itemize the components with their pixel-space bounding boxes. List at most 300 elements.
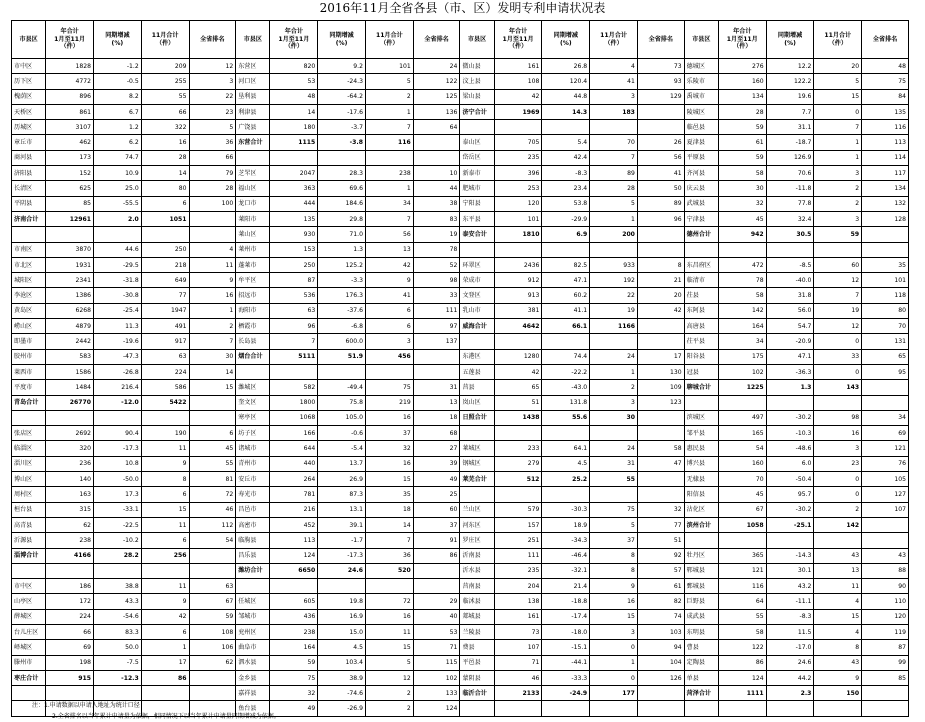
column-header-total-ytd: 年合计 1月至11月 （件）: [46, 21, 94, 59]
total-ytd-cell: [718, 533, 766, 548]
month-total-cell: 11: [365, 624, 413, 639]
rank-cell: 137: [413, 334, 460, 349]
rank-cell: 72: [189, 487, 236, 502]
county-name-cell: 莒南县: [460, 579, 494, 594]
rank-cell: 18: [413, 410, 460, 425]
total-ytd-cell: 363: [270, 181, 318, 196]
total-ytd-cell: 264: [270, 472, 318, 487]
month-total-cell: 32: [365, 441, 413, 456]
month-total-cell: 1: [590, 655, 638, 670]
county-name-cell: 长清区: [12, 181, 46, 196]
month-total-cell: 7: [814, 288, 862, 303]
table-row: [12, 227, 909, 242]
rank-cell: 60: [413, 502, 460, 517]
month-total-cell: 917: [141, 334, 189, 349]
rank-cell: 104: [637, 655, 684, 670]
total-ytd-cell: [46, 227, 94, 242]
total-ytd-cell: 175: [718, 349, 766, 364]
total-ytd-cell: 444: [270, 196, 318, 211]
total-ytd-cell: 912: [494, 273, 542, 288]
yoy-change-cell: -17.6: [318, 104, 366, 119]
yoy-change-cell: [94, 410, 142, 425]
total-ytd-cell: 820: [270, 59, 318, 74]
yoy-change-cell: 176.3: [318, 288, 366, 303]
rank-cell: 113: [862, 135, 909, 150]
total-ytd-cell: 238: [46, 533, 94, 548]
total-ytd-cell: 124: [270, 548, 318, 563]
table-row: [12, 135, 909, 150]
rank-cell: [637, 701, 684, 716]
county-name-cell: 邹城市: [236, 609, 270, 624]
rank-cell: 15: [189, 380, 236, 395]
month-total-cell: [590, 120, 638, 135]
county-name-cell: 新泰市: [460, 166, 494, 181]
column-header-yoy-change: 同期增减 (%): [542, 21, 590, 59]
yoy-change-cell: -5.4: [318, 441, 366, 456]
yoy-change-cell: 14.3: [542, 104, 590, 119]
yoy-change-cell: -50.4: [766, 472, 814, 487]
table-row: [12, 579, 909, 594]
header-row: [12, 21, 909, 59]
month-total-cell: 30: [590, 410, 638, 425]
rank-cell: 46: [189, 502, 236, 517]
total-ytd-cell: 4642: [494, 319, 542, 334]
total-ytd-cell: 536: [270, 288, 318, 303]
yoy-change-cell: -11.8: [766, 181, 814, 196]
county-name-cell: [684, 395, 718, 410]
county-name-cell: 招远市: [236, 288, 270, 303]
city-total-cell: 威海合计: [460, 319, 494, 334]
rank-cell: 48: [862, 59, 909, 74]
month-total-cell: 98: [814, 410, 862, 425]
month-total-cell: [590, 334, 638, 349]
yoy-change-cell: -12.3: [94, 670, 142, 685]
county-name-cell: 福山区: [236, 181, 270, 196]
total-ytd-cell: [718, 395, 766, 410]
rank-cell: [189, 548, 236, 563]
total-ytd-cell: 173: [46, 150, 94, 165]
county-name-cell: 高密市: [236, 517, 270, 532]
month-total-cell: 11: [141, 579, 189, 594]
month-total-cell: 6: [141, 533, 189, 548]
table-row: [12, 426, 909, 441]
month-total-cell: 5: [590, 517, 638, 532]
total-ytd-cell: 71: [494, 655, 542, 670]
table-row: [12, 211, 909, 226]
month-total-cell: 15: [365, 640, 413, 655]
total-ytd-cell: 1800: [270, 395, 318, 410]
total-ytd-cell: 48: [270, 89, 318, 104]
total-ytd-cell: 462: [46, 135, 94, 150]
month-total-cell: 59: [814, 227, 862, 242]
rank-cell: 57: [637, 563, 684, 578]
month-total-cell: 33: [814, 349, 862, 364]
yoy-change-cell: 39.1: [318, 517, 366, 532]
column-header-rank: 全省排名: [413, 21, 460, 59]
table-row: [12, 410, 909, 425]
yoy-change-cell: -8.3: [766, 609, 814, 624]
rank-cell: 97: [413, 319, 460, 334]
table-row: [12, 257, 909, 272]
total-ytd-cell: [270, 150, 318, 165]
yoy-change-cell: 2.3: [766, 686, 814, 701]
county-name-cell: 平阴县: [12, 196, 46, 211]
month-total-cell: 5: [365, 74, 413, 89]
total-ytd-cell: 12961: [46, 211, 94, 226]
county-name-cell: 陵城区: [684, 104, 718, 119]
county-name-cell: 海阳市: [236, 303, 270, 318]
county-name-cell: [236, 364, 270, 379]
county-name-cell: 栖霞市: [236, 319, 270, 334]
yoy-change-cell: -11.1: [766, 594, 814, 609]
yoy-change-cell: 120.4: [542, 74, 590, 89]
total-ytd-cell: [46, 563, 94, 578]
total-ytd-cell: 1969: [494, 104, 542, 119]
total-ytd-cell: [494, 120, 542, 135]
city-total-cell: 莱芜合计: [460, 472, 494, 487]
total-ytd-cell: 224: [46, 609, 94, 624]
county-name-cell: 莱阳市: [236, 211, 270, 226]
yoy-change-cell: 23.4: [542, 181, 590, 196]
yoy-change-cell: 54.7: [766, 319, 814, 334]
county-name-cell: 历下区: [12, 74, 46, 89]
rank-cell: 84: [862, 89, 909, 104]
total-ytd-cell: 1386: [46, 288, 94, 303]
county-name-cell: 荣成市: [460, 273, 494, 288]
total-ytd-cell: 216: [270, 502, 318, 517]
total-ytd-cell: 78: [718, 273, 766, 288]
yoy-change-cell: -37.6: [318, 303, 366, 318]
month-total-cell: 4: [590, 59, 638, 74]
yoy-change-cell: -46.4: [542, 548, 590, 563]
rank-cell: [637, 242, 684, 257]
county-name-cell: 梁山县: [460, 89, 494, 104]
yoy-change-cell: 9.2: [318, 59, 366, 74]
month-total-cell: 1: [814, 135, 862, 150]
month-total-cell: 11: [141, 517, 189, 532]
month-total-cell: 24: [590, 349, 638, 364]
rank-cell: 10: [413, 166, 460, 181]
month-total-cell: 9: [590, 579, 638, 594]
month-total-cell: 6: [141, 624, 189, 639]
rank-cell: 63: [189, 579, 236, 594]
month-total-cell: 72: [365, 594, 413, 609]
county-name-cell: [684, 533, 718, 548]
total-ytd-cell: 1280: [494, 349, 542, 364]
county-name-cell: 临沭县: [460, 594, 494, 609]
rank-cell: [637, 319, 684, 334]
month-total-cell: 8: [814, 640, 862, 655]
yoy-change-cell: 216.4: [94, 380, 142, 395]
month-total-cell: 6: [365, 319, 413, 334]
month-total-cell: 42: [365, 257, 413, 272]
county-name-cell: [12, 410, 46, 425]
table-row: [12, 89, 909, 104]
month-total-cell: [590, 426, 638, 441]
month-total-cell: 586: [141, 380, 189, 395]
column-header-month-total: 11月合计 （件）: [590, 21, 638, 59]
county-name-cell: [12, 563, 46, 578]
yoy-change-cell: -64.2: [318, 89, 366, 104]
yoy-change-cell: 6.7: [94, 104, 142, 119]
total-ytd-cell: 320: [46, 441, 94, 456]
month-total-cell: 75: [590, 502, 638, 517]
month-total-cell: 7: [365, 533, 413, 548]
county-name-cell: 平原县: [684, 150, 718, 165]
total-ytd-cell: 96: [270, 319, 318, 334]
yoy-change-cell: -24.3: [318, 74, 366, 89]
yoy-change-cell: 126.9: [766, 150, 814, 165]
page-title: 2016年11月全省各县（市、区）发明专利申请状况表: [319, 1, 606, 15]
rank-cell: 74: [637, 609, 684, 624]
county-name-cell: 鱼台县: [236, 701, 270, 716]
rank-cell: 37: [413, 517, 460, 532]
county-name-cell: 河东区: [460, 517, 494, 532]
rank-cell: [413, 135, 460, 150]
table-row: [12, 456, 909, 471]
total-ytd-cell: 42: [494, 89, 542, 104]
county-name-cell: 武城县: [684, 196, 718, 211]
total-ytd-cell: [718, 701, 766, 716]
month-total-cell: 2: [590, 380, 638, 395]
rank-cell: [189, 563, 236, 578]
yoy-change-cell: -40.0: [766, 273, 814, 288]
total-ytd-cell: 160: [718, 74, 766, 89]
month-total-cell: [590, 242, 638, 257]
total-ytd-cell: 4166: [46, 548, 94, 563]
yoy-change-cell: 125.2: [318, 257, 366, 272]
yoy-change-cell: 38.8: [94, 579, 142, 594]
month-total-cell: [365, 150, 413, 165]
table-row: [12, 288, 909, 303]
table-row: [12, 686, 909, 701]
month-total-cell: 35: [365, 487, 413, 502]
rank-cell: 65: [862, 349, 909, 364]
column-header-month-total: 11月合计 （件）: [814, 21, 862, 59]
county-name-cell: 商河县: [12, 150, 46, 165]
month-total-cell: 649: [141, 273, 189, 288]
table-row: [12, 655, 909, 670]
month-total-cell: 3: [365, 334, 413, 349]
rank-cell: [413, 364, 460, 379]
month-total-cell: 7: [814, 120, 862, 135]
county-name-cell: 冠县: [684, 364, 718, 379]
total-ytd-cell: 1225: [718, 380, 766, 395]
rank-cell: 134: [862, 181, 909, 196]
yoy-change-cell: -18.8: [542, 594, 590, 609]
county-name-cell: 沂水县: [460, 563, 494, 578]
total-ytd-cell: 46: [494, 670, 542, 685]
yoy-change-cell: 41.1: [542, 303, 590, 318]
yoy-change-cell: -22.5: [94, 517, 142, 532]
rank-cell: 53: [413, 624, 460, 639]
total-ytd-cell: 166: [270, 426, 318, 441]
rank-cell: [189, 211, 236, 226]
yoy-change-cell: 66.1: [542, 319, 590, 334]
month-total-cell: 3: [590, 624, 638, 639]
county-name-cell: 奎文区: [236, 395, 270, 410]
total-ytd-cell: 86: [718, 655, 766, 670]
yoy-change-cell: -30.3: [542, 502, 590, 517]
county-name-cell: 东阿县: [684, 303, 718, 318]
month-total-cell: 116: [365, 135, 413, 150]
rank-cell: 41: [637, 166, 684, 181]
month-total-cell: 15: [590, 609, 638, 624]
county-name-cell: 市南区: [12, 242, 46, 257]
total-ytd-cell: 381: [494, 303, 542, 318]
yoy-change-cell: 29.8: [318, 211, 366, 226]
rank-cell: [637, 472, 684, 487]
footnote-1: 注：1.申请数据以申请人地址为统计口径: [32, 702, 140, 709]
yoy-change-cell: -26.8: [94, 364, 142, 379]
rank-cell: 67: [189, 594, 236, 609]
month-total-cell: 0: [590, 670, 638, 685]
yoy-change-cell: -7.5: [94, 655, 142, 670]
county-name-cell: 巨野县: [684, 594, 718, 609]
total-ytd-cell: 579: [494, 502, 542, 517]
rank-cell: 129: [637, 89, 684, 104]
yoy-change-cell: 95.7: [766, 487, 814, 502]
month-total-cell: 0: [814, 104, 862, 119]
rank-cell: 55: [189, 456, 236, 471]
rank-cell: 24: [413, 59, 460, 74]
total-ytd-cell: 161: [494, 59, 542, 74]
month-total-cell: 23: [814, 456, 862, 471]
county-name-cell: 东营区: [236, 59, 270, 74]
month-total-cell: 190: [141, 426, 189, 441]
total-ytd-cell: 251: [494, 533, 542, 548]
month-total-cell: [141, 410, 189, 425]
month-total-cell: 8: [590, 548, 638, 563]
yoy-change-cell: -19.6: [94, 334, 142, 349]
yoy-change-cell: -18.7: [766, 135, 814, 150]
county-name-cell: 成武县: [684, 609, 718, 624]
rank-cell: 93: [637, 74, 684, 89]
yoy-change-cell: 50.0: [94, 640, 142, 655]
city-total-cell: 泰安合计: [460, 227, 494, 242]
month-total-cell: 0: [814, 472, 862, 487]
rank-cell: 17: [637, 349, 684, 364]
rank-cell: 78: [413, 242, 460, 257]
yoy-change-cell: [318, 579, 366, 594]
rank-cell: 82: [637, 594, 684, 609]
rank-cell: 132: [862, 196, 909, 211]
total-ytd-cell: 5111: [270, 349, 318, 364]
total-ytd-cell: 64: [718, 594, 766, 609]
table-row: [12, 548, 909, 563]
rank-cell: 45: [189, 441, 236, 456]
county-name-cell: 安丘市: [236, 472, 270, 487]
rank-cell: 99: [862, 655, 909, 670]
table-row: [12, 104, 909, 119]
rank-cell: 12: [189, 59, 236, 74]
rank-cell: [862, 380, 909, 395]
month-total-cell: 9: [141, 594, 189, 609]
rank-cell: 70: [862, 319, 909, 334]
month-total-cell: 2: [814, 502, 862, 517]
total-ytd-cell: 45: [718, 211, 766, 226]
yoy-change-cell: [542, 334, 590, 349]
total-ytd-cell: 172: [46, 594, 94, 609]
month-total-cell: 2: [365, 686, 413, 701]
county-name-cell: 坊子区: [236, 426, 270, 441]
total-ytd-cell: 440: [270, 456, 318, 471]
yoy-change-cell: 2.0: [94, 211, 142, 226]
month-total-cell: 43: [814, 655, 862, 670]
total-ytd-cell: 250: [270, 257, 318, 272]
rank-cell: [862, 686, 909, 701]
total-ytd-cell: 59: [718, 120, 766, 135]
total-ytd-cell: 61: [718, 135, 766, 150]
total-ytd-cell: 235: [494, 150, 542, 165]
county-name-cell: 兰陵县: [460, 624, 494, 639]
county-name-cell: 费县: [460, 640, 494, 655]
month-total-cell: 86: [141, 670, 189, 685]
yoy-change-cell: 25.2: [542, 472, 590, 487]
month-total-cell: 15: [141, 502, 189, 517]
total-ytd-cell: 1438: [494, 410, 542, 425]
month-total-cell: 3: [590, 395, 638, 410]
month-total-cell: 14: [141, 166, 189, 181]
yoy-change-cell: 11.3: [94, 319, 142, 334]
rank-cell: 83: [413, 211, 460, 226]
county-name-cell: 滨城区: [684, 410, 718, 425]
county-name-cell: 沾化区: [684, 502, 718, 517]
total-ytd-cell: 365: [718, 548, 766, 563]
column-header-yoy-change: 同期增减 (%): [318, 21, 366, 59]
rank-cell: 30: [189, 349, 236, 364]
total-ytd-cell: [46, 686, 94, 701]
yoy-change-cell: -10.3: [766, 426, 814, 441]
county-name-cell: 潍城区: [236, 380, 270, 395]
rank-cell: 35: [862, 257, 909, 272]
yoy-change-cell: -1.7: [318, 533, 366, 548]
month-total-cell: 0: [814, 334, 862, 349]
yoy-change-cell: 6.9: [542, 227, 590, 242]
total-ytd-cell: 186: [46, 579, 94, 594]
month-total-cell: 6: [365, 303, 413, 318]
yoy-change-cell: 74.4: [542, 349, 590, 364]
month-total-cell: 1051: [141, 211, 189, 226]
county-name-cell: 章丘市: [12, 135, 46, 150]
month-total-cell: 218: [141, 257, 189, 272]
yoy-change-cell: 83.3: [94, 624, 142, 639]
month-total-cell: 2: [365, 701, 413, 716]
table-row: [12, 334, 909, 349]
yoy-change-cell: 28.2: [94, 548, 142, 563]
column-header-yoy-change: 同期增减 (%): [94, 21, 142, 59]
yoy-change-cell: -3.3: [318, 273, 366, 288]
rank-cell: 96: [637, 211, 684, 226]
total-ytd-cell: 2133: [494, 686, 542, 701]
rank-cell: [413, 579, 460, 594]
county-name-cell: 夏津县: [684, 135, 718, 150]
rank-cell: 61: [637, 579, 684, 594]
rank-cell: 120: [862, 609, 909, 624]
month-total-cell: 12: [365, 670, 413, 685]
table-row: [12, 319, 909, 334]
county-name-cell: 泰山区: [460, 135, 494, 150]
month-total-cell: 5422: [141, 395, 189, 410]
yoy-change-cell: 64.1: [542, 441, 590, 456]
yoy-change-cell: 28.3: [318, 166, 366, 181]
yoy-change-cell: -24.9: [542, 686, 590, 701]
yoy-change-cell: [542, 242, 590, 257]
county-name-cell: 乳山市: [460, 303, 494, 318]
yoy-change-cell: -22.2: [542, 364, 590, 379]
total-ytd-cell: 1484: [46, 380, 94, 395]
yoy-change-cell: 44.2: [766, 670, 814, 685]
